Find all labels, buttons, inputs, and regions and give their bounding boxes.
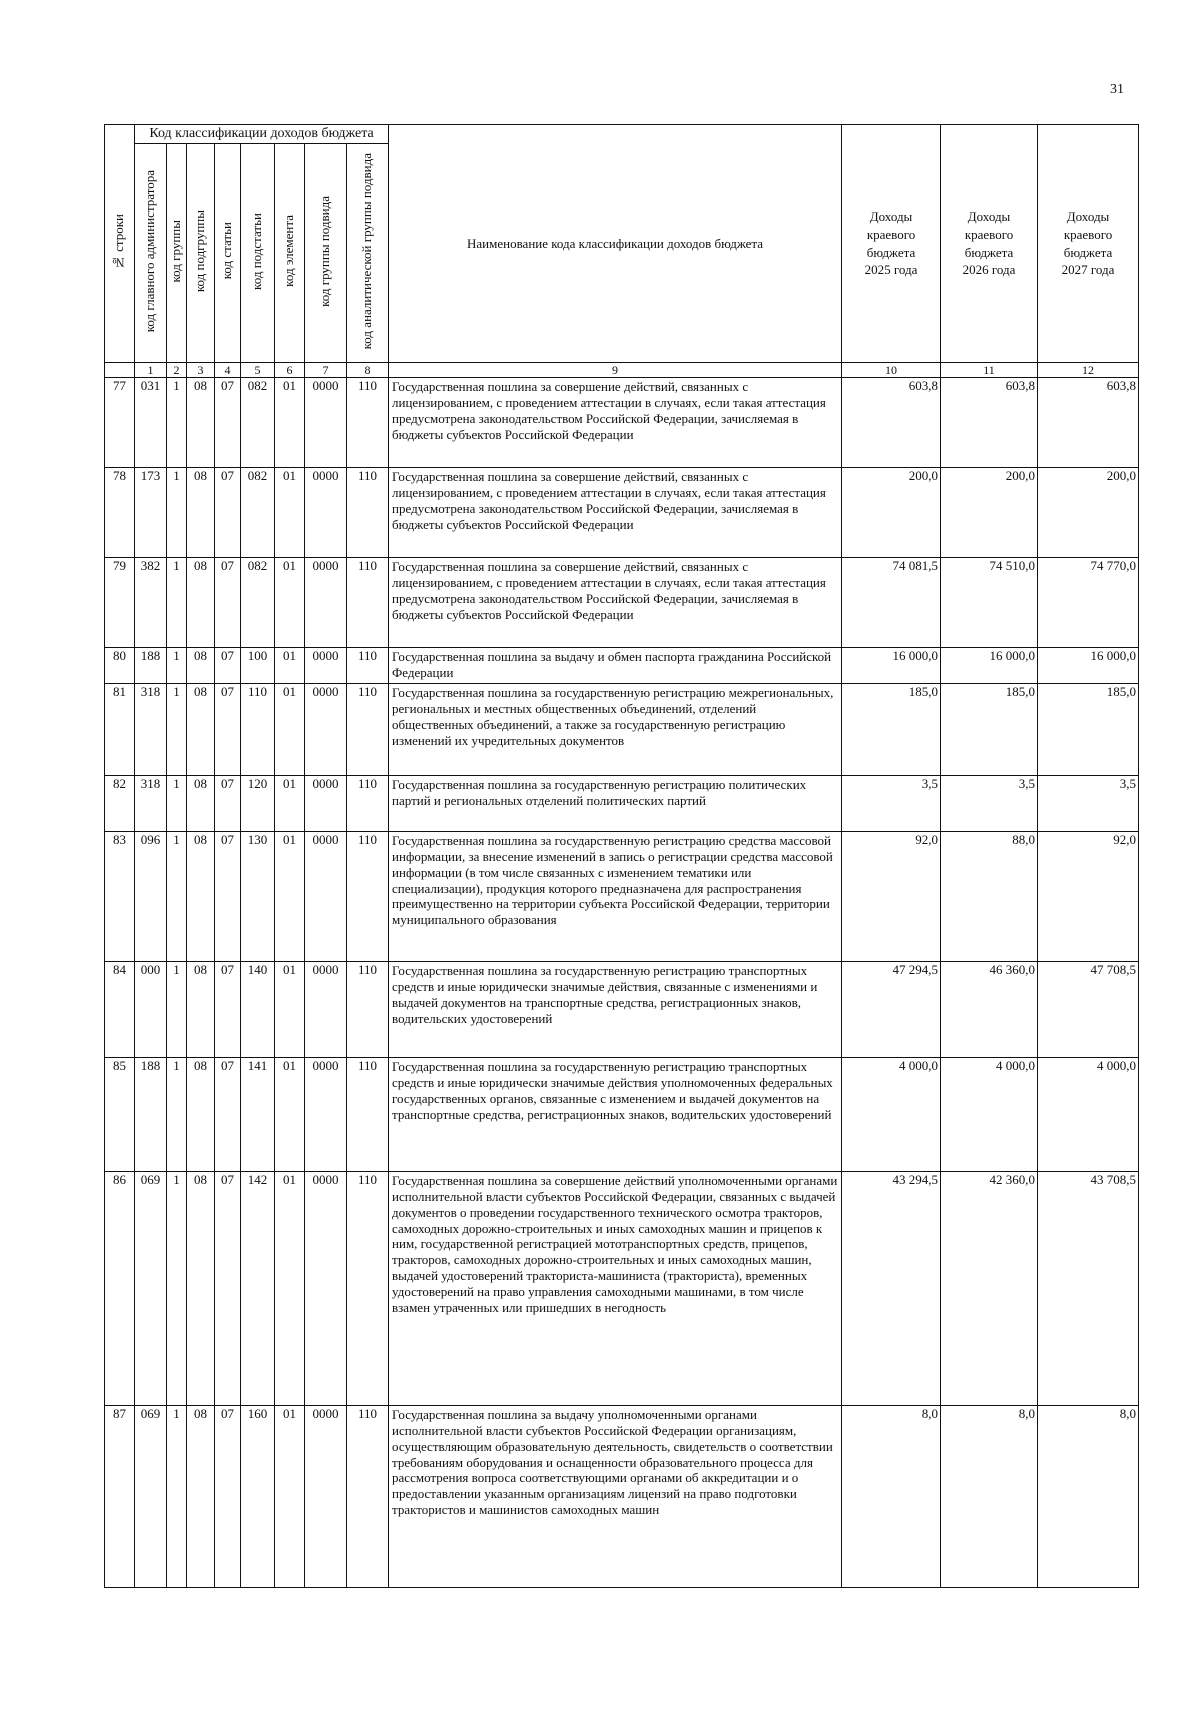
code-cell: 1: [167, 962, 187, 1058]
column-number: 10: [842, 363, 941, 378]
row-number-cell: 82: [105, 776, 135, 832]
code-cell: 000: [135, 962, 167, 1058]
income-2027-cell: 3,5: [1038, 776, 1139, 832]
row-number-header: № строки: [105, 125, 135, 363]
code-cell: 110: [347, 684, 389, 776]
code-cell: 01: [275, 684, 305, 776]
code-cell: 142: [241, 1172, 275, 1406]
code-cell: 0000: [305, 558, 347, 648]
code-cell: 0000: [305, 648, 347, 684]
code-cell: 0000: [305, 962, 347, 1058]
code-cell: 08: [187, 776, 215, 832]
row-number-cell: 83: [105, 832, 135, 962]
code-cell: 082: [241, 468, 275, 558]
row-number-cell: 80: [105, 648, 135, 684]
row-number-cell: 86: [105, 1172, 135, 1406]
code-cell: 07: [215, 558, 241, 648]
name-cell: Государственная пошлина за государственную регистрацию межрегиональных, региональных и местных общественных объединений, отделений общественных объединений, а также за государственную регистрацию изменений их учредительных документов: [389, 684, 842, 776]
code-cell: 110: [347, 1172, 389, 1406]
code-cell: 07: [215, 1406, 241, 1588]
income-2027-cell: 4 000,0: [1038, 1058, 1139, 1172]
name-cell: Государственная пошлина за совершение действий, связанных с лицензированием, с проведением аттестации в случаях, если такая аттестация предусмотрена законодательством Российской Федерации, зачисляемая в бюджеты субъектов Российской Федерации: [389, 558, 842, 648]
code-cell: 069: [135, 1406, 167, 1588]
row-number-cell: 81: [105, 684, 135, 776]
income-2027-header: Доходы краевого бюджета 2027 года: [1038, 125, 1139, 363]
income-2025-cell: 3,5: [842, 776, 941, 832]
code-cell: 0000: [305, 468, 347, 558]
income-2026-cell: 8,0: [941, 1406, 1038, 1588]
income-2025-header: Доходы краевого бюджета 2025 года: [842, 125, 941, 363]
code-cell: 07: [215, 684, 241, 776]
column-number: 8: [347, 363, 389, 378]
code-cell: 07: [215, 776, 241, 832]
income-2026-cell: 4 000,0: [941, 1058, 1038, 1172]
code-cell: 08: [187, 558, 215, 648]
subarticle-code-header: код подстатьи: [241, 144, 275, 363]
code-cell: 08: [187, 378, 215, 468]
row-number-cell: 85: [105, 1058, 135, 1172]
income-2025-cell: 16 000,0: [842, 648, 941, 684]
column-number: 4: [215, 363, 241, 378]
income-2026-cell: 16 000,0: [941, 648, 1038, 684]
row-number-cell: 77: [105, 378, 135, 468]
income-2027-cell: 185,0: [1038, 684, 1139, 776]
name-cell: Государственная пошлина за выдачу и обмен паспорта гражданина Российской Федерации: [389, 648, 842, 684]
subtype-group-code-header: код группы подвида: [305, 144, 347, 363]
code-cell: 01: [275, 468, 305, 558]
code-cell: 01: [275, 648, 305, 684]
table-row: [105, 1172, 1139, 1406]
name-cell: Государственная пошлина за государственную регистрацию средства массовой информации, за внесение изменений в запись о регистрации средства массовой информации (в том числе связанных с изменением тематики или специализации), продукция которого предназначена для распространения преимущественно на территории субъекта Российской Федерации, территории муниципального образования: [389, 832, 842, 962]
code-cell: 0000: [305, 684, 347, 776]
page-number: 31: [1110, 82, 1124, 97]
admin-code-header: код главного администратора: [135, 144, 167, 363]
code-cell: 1: [167, 1172, 187, 1406]
column-number: 7: [305, 363, 347, 378]
income-2026-cell: 46 360,0: [941, 962, 1038, 1058]
analytic-group-code-header: код аналитической группы подвида: [347, 144, 389, 363]
table-row: [105, 1406, 1139, 1588]
table-row: [105, 378, 1139, 468]
income-2025-cell: 185,0: [842, 684, 941, 776]
code-cell: 110: [347, 1406, 389, 1588]
income-2027-cell: 8,0: [1038, 1406, 1139, 1588]
code-cell: 318: [135, 776, 167, 832]
code-cell: 140: [241, 962, 275, 1058]
article-code-header: код статьи: [215, 144, 241, 363]
table-row: [105, 962, 1139, 1058]
code-cell: 188: [135, 648, 167, 684]
code-cell: 01: [275, 1172, 305, 1406]
code-cell: 382: [135, 558, 167, 648]
code-cell: 01: [275, 962, 305, 1058]
row-number-cell: 79: [105, 558, 135, 648]
code-cell: 01: [275, 378, 305, 468]
column-number: 12: [1038, 363, 1139, 378]
code-cell: 0000: [305, 776, 347, 832]
income-2025-cell: 603,8: [842, 378, 941, 468]
code-cell: 188: [135, 1058, 167, 1172]
code-cell: 08: [187, 684, 215, 776]
income-2025-cell: 92,0: [842, 832, 941, 962]
code-cell: 01: [275, 1406, 305, 1588]
name-cell: Государственная пошлина за государственную регистрацию политических партий и региональных отделений политических партий: [389, 776, 842, 832]
code-cell: 01: [275, 832, 305, 962]
code-cell: 07: [215, 468, 241, 558]
name-cell: Государственная пошлина за совершение действий уполномоченными органами исполнительной власти субъектов Российской Федерации, связанных с выдачей документов о проведении государственного технического осмотра тракторов, самоходных дорожно-строительных и иных самоходных машин и прицепов к ним, государственной регистрацией мототранспортных средств, прицепов, тракторов, самоходных дорожно-строительных и иных самоходных машин, выдачей удостоверений тракториста-машиниста (тракториста), временных удостоверений на право управления самоходными машинами, в том числе взамен утраченных или пришедших в негодность: [389, 1172, 842, 1406]
code-cell: 08: [187, 1058, 215, 1172]
income-2027-cell: 603,8: [1038, 378, 1139, 468]
table-row: [105, 776, 1139, 832]
code-cell: 1: [167, 776, 187, 832]
table-row: [105, 684, 1139, 776]
code-cell: 130: [241, 832, 275, 962]
income-2026-cell: 42 360,0: [941, 1172, 1038, 1406]
code-cell: 08: [187, 832, 215, 962]
income-2026-cell: 200,0: [941, 468, 1038, 558]
income-2027-cell: 74 770,0: [1038, 558, 1139, 648]
income-2027-cell: 200,0: [1038, 468, 1139, 558]
code-cell: 01: [275, 1058, 305, 1172]
code-cell: 031: [135, 378, 167, 468]
code-cell: 141: [241, 1058, 275, 1172]
code-cell: 069: [135, 1172, 167, 1406]
code-cell: 1: [167, 1406, 187, 1588]
code-cell: 1: [167, 468, 187, 558]
table-row: [105, 558, 1139, 648]
name-cell: Государственная пошлина за государственную регистрацию транспортных средств и иные юридически значимые действия, связанные с изменениями и выдачей документов на транспортные средства, регистрационных знаков, водительских удостоверений: [389, 962, 842, 1058]
income-2025-cell: 74 081,5: [842, 558, 941, 648]
income-2026-cell: 185,0: [941, 684, 1038, 776]
code-cell: 0000: [305, 1172, 347, 1406]
budget-income-table: [104, 124, 1139, 1588]
table-row: [105, 468, 1139, 558]
code-cell: 110: [347, 558, 389, 648]
subgroup-code-header: код подгруппы: [187, 144, 215, 363]
code-cell: 0000: [305, 1406, 347, 1588]
code-cell: 01: [275, 558, 305, 648]
table-row: [105, 648, 1139, 684]
code-cell: 1: [167, 1058, 187, 1172]
income-2027-cell: 47 708,5: [1038, 962, 1139, 1058]
income-2026-header: Доходы краевого бюджета 2026 года: [941, 125, 1038, 363]
code-cell: 110: [347, 776, 389, 832]
name-cell: Государственная пошлина за совершение действий, связанных с лицензированием, с проведением аттестации в случаях, если такая аттестация предусмотрена законодательством Российской Федерации, зачисляемая в бюджеты субъектов Российской Федерации: [389, 468, 842, 558]
code-cell: 07: [215, 648, 241, 684]
row-number-cell: 78: [105, 468, 135, 558]
code-cell: 110: [347, 468, 389, 558]
row-number-cell: 87: [105, 1406, 135, 1588]
income-2026-cell: 603,8: [941, 378, 1038, 468]
income-2026-cell: 3,5: [941, 776, 1038, 832]
income-2025-cell: 200,0: [842, 468, 941, 558]
code-cell: 110: [347, 832, 389, 962]
code-cell: 07: [215, 1058, 241, 1172]
code-cell: 110: [347, 962, 389, 1058]
code-cell: 08: [187, 648, 215, 684]
column-number: 9: [389, 363, 842, 378]
code-cell: 0000: [305, 832, 347, 962]
code-cell: 1: [167, 558, 187, 648]
code-cell: 082: [241, 378, 275, 468]
column-number: 2: [167, 363, 187, 378]
code-cell: 110: [347, 1058, 389, 1172]
code-cell: 100: [241, 648, 275, 684]
income-2027-cell: 16 000,0: [1038, 648, 1139, 684]
code-cell: 07: [215, 832, 241, 962]
income-2025-cell: 47 294,5: [842, 962, 941, 1058]
name-column-header: Наименование кода классификации доходов бюджета: [389, 125, 842, 363]
code-cell: 096: [135, 832, 167, 962]
classification-code-group-header: Код классификации доходов бюджета: [135, 125, 389, 144]
row-number-cell: 84: [105, 962, 135, 1058]
column-number: 1: [135, 363, 167, 378]
income-2025-cell: 4 000,0: [842, 1058, 941, 1172]
income-2026-cell: 74 510,0: [941, 558, 1038, 648]
code-cell: 318: [135, 684, 167, 776]
code-cell: 01: [275, 776, 305, 832]
code-cell: 08: [187, 468, 215, 558]
code-cell: 08: [187, 1406, 215, 1588]
code-cell: 160: [241, 1406, 275, 1588]
table-row: [105, 1058, 1139, 1172]
code-cell: 07: [215, 1172, 241, 1406]
code-cell: 1: [167, 378, 187, 468]
column-number: 11: [941, 363, 1038, 378]
column-number-row: [105, 363, 1139, 378]
code-cell: 110: [347, 378, 389, 468]
code-cell: 110: [347, 648, 389, 684]
name-cell: Государственная пошлина за государственную регистрацию транспортных средств и иные юридически значимые действия уполномоченных федеральных государственных органов, связанные с изменением и выдачей документов на транспортные средства, регистрационных знаков, водительских удостоверений: [389, 1058, 842, 1172]
income-2025-cell: 43 294,5: [842, 1172, 941, 1406]
income-2025-cell: 8,0: [842, 1406, 941, 1588]
element-code-header: код элемента: [275, 144, 305, 363]
table-row: [105, 832, 1139, 962]
code-cell: 1: [167, 684, 187, 776]
code-cell: 173: [135, 468, 167, 558]
group-code-header: код группы: [167, 144, 187, 363]
code-cell: 0000: [305, 1058, 347, 1172]
income-2026-cell: 88,0: [941, 832, 1038, 962]
code-cell: 08: [187, 1172, 215, 1406]
code-cell: 082: [241, 558, 275, 648]
code-cell: 120: [241, 776, 275, 832]
code-cell: 110: [241, 684, 275, 776]
code-cell: 08: [187, 962, 215, 1058]
code-cell: 0000: [305, 378, 347, 468]
code-cell: 07: [215, 962, 241, 1058]
income-2027-cell: 43 708,5: [1038, 1172, 1139, 1406]
code-cell: 1: [167, 832, 187, 962]
code-cell: 1: [167, 648, 187, 684]
name-cell: Государственная пошлина за совершение действий, связанных с лицензированием, с проведением аттестации в случаях, если такая аттестация предусмотрена законодательством Российской Федерации, зачисляемая в бюджеты субъектов Российской Федерации: [389, 378, 842, 468]
code-cell: 07: [215, 378, 241, 468]
column-number: 5: [241, 363, 275, 378]
column-number: 3: [187, 363, 215, 378]
name-cell: Государственная пошлина за выдачу уполномоченными органами исполнительной власти субъектов Российской Федерации организациям, осуществляющим образовательную деятельность, свидетельств о соответствии требованиям оборудования и оснащенности образовательного процесса для рассмотрения вопроса соответствующими органами об аккредитации и о предоставлении указанным организациям лицензий на право подготовки трактористов и машинистов самоходных машин: [389, 1406, 842, 1588]
income-2027-cell: 92,0: [1038, 832, 1139, 962]
column-number: 6: [275, 363, 305, 378]
